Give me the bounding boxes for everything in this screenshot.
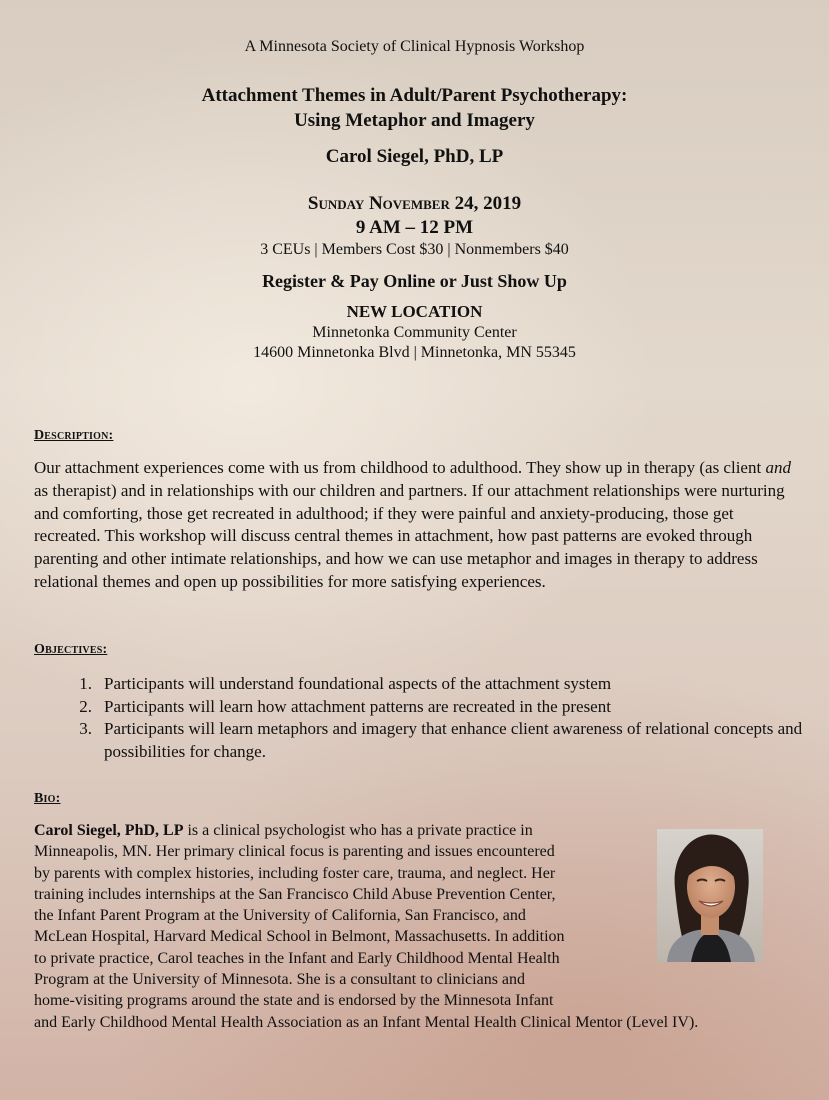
- bio-line: Program at the University of Minnesota. She is a consultant to clinicians and: [34, 971, 526, 989]
- bio-line: by parents with complex histories, including foster care, trauma, and neglect. Her: [34, 864, 556, 882]
- location-heading: NEW LOCATION: [346, 302, 483, 321]
- workshop-time: 9 AM – 12 PM: [355, 217, 474, 238]
- workshop-org-line: A Minnesota Society of Clinical Hypnosis Workshop: [244, 38, 585, 55]
- objective-item: [34, 696, 804, 719]
- objective-item: [34, 673, 804, 696]
- ceus-cost-line: 3 CEUs | Members Cost $30 | Nonmembers $40: [260, 241, 569, 258]
- objectives-heading: Objectives:: [34, 642, 108, 657]
- presenter-photo: [657, 829, 763, 962]
- bio-line: training includes internships at the San Francisco Child Abuse Prevention Center,: [34, 885, 556, 903]
- objective-number: 1.: [79, 674, 92, 693]
- title-line-2: Using Metaphor and Imagery: [294, 110, 535, 131]
- description-text: [34, 457, 804, 594]
- description-italic-word: and: [765, 458, 791, 477]
- location-address: 14600 Minnetonka Blvd | Minnetonka, MN 55345: [253, 344, 576, 361]
- title-line-1: Attachment Themes in Adult/Parent Psychotherapy:: [201, 85, 628, 106]
- description-text-part-2: as therapist) and in relationships with our children and partners. If our attachment relationships were nurturing and comforting, those get recreated in adulthood; if they were painful and anxiety-producing, those get recreated. This workshop will discuss central themes in attachment, how past patterns are evoked through parenting and other intimate relationships, and how we can use metaphor and images in therapy to address relational themes and open up possibilities for more satisfying experiences.: [34, 480, 785, 591]
- objective-text: Participants will understand foundational aspects of the attachment system: [104, 674, 612, 693]
- objective-number: 3.: [79, 719, 92, 738]
- bio-line: McLean Hospital, Harvard Medical School in Belmont, Massachusetts. In addition: [34, 928, 565, 946]
- presenter-name: Carol Siegel, PhD, LP: [325, 146, 504, 167]
- presenter-portrait-illustration: [657, 829, 763, 962]
- description-heading: Description:: [34, 428, 114, 443]
- bio-line: to private practice, Carol teaches in the Infant and Early Childhood Mental Health: [34, 949, 560, 967]
- bio-line: Minneapolis, MN. Her primary clinical focus is parenting and issues encountered: [34, 843, 555, 861]
- bio-heading: Bio:: [34, 791, 61, 806]
- workshop-date: Sunday November 24, 2019: [307, 193, 522, 214]
- objective-text: Participants will learn metaphors and imagery that enhance client awareness of relational concepts and possibilities for change.: [104, 719, 803, 761]
- bio-line-1-rest: is a clinical psychologist who has a private practice in: [183, 822, 533, 839]
- register-note: Register & Pay Online or Just Show Up: [262, 271, 567, 291]
- bio-name: Carol Siegel, PhD, LP: [34, 822, 184, 839]
- bio-line: and Early Childhood Mental Health Association as an Infant Mental Health Clinical Mentor (Level IV).: [34, 1013, 699, 1031]
- objective-number: 2.: [79, 696, 92, 716]
- objectives-list: [34, 673, 804, 763]
- bio-line: the Infant Parent Program at the University of California, San Francisco, and: [34, 907, 526, 925]
- objective-item: [34, 718, 804, 763]
- bio-line: home-visiting programs around the state and is endorsed by the Minnesota Infant: [34, 992, 554, 1010]
- location-venue: Minnetonka Community Center: [312, 324, 517, 341]
- objective-text: Participants will learn how attachment patterns are recreated in the present: [104, 696, 611, 716]
- workshop-title: [0, 83, 829, 133]
- description-text-part-1: Our attachment experiences come with us from childhood to adulthood. They show up in therapy (as client: [34, 458, 766, 477]
